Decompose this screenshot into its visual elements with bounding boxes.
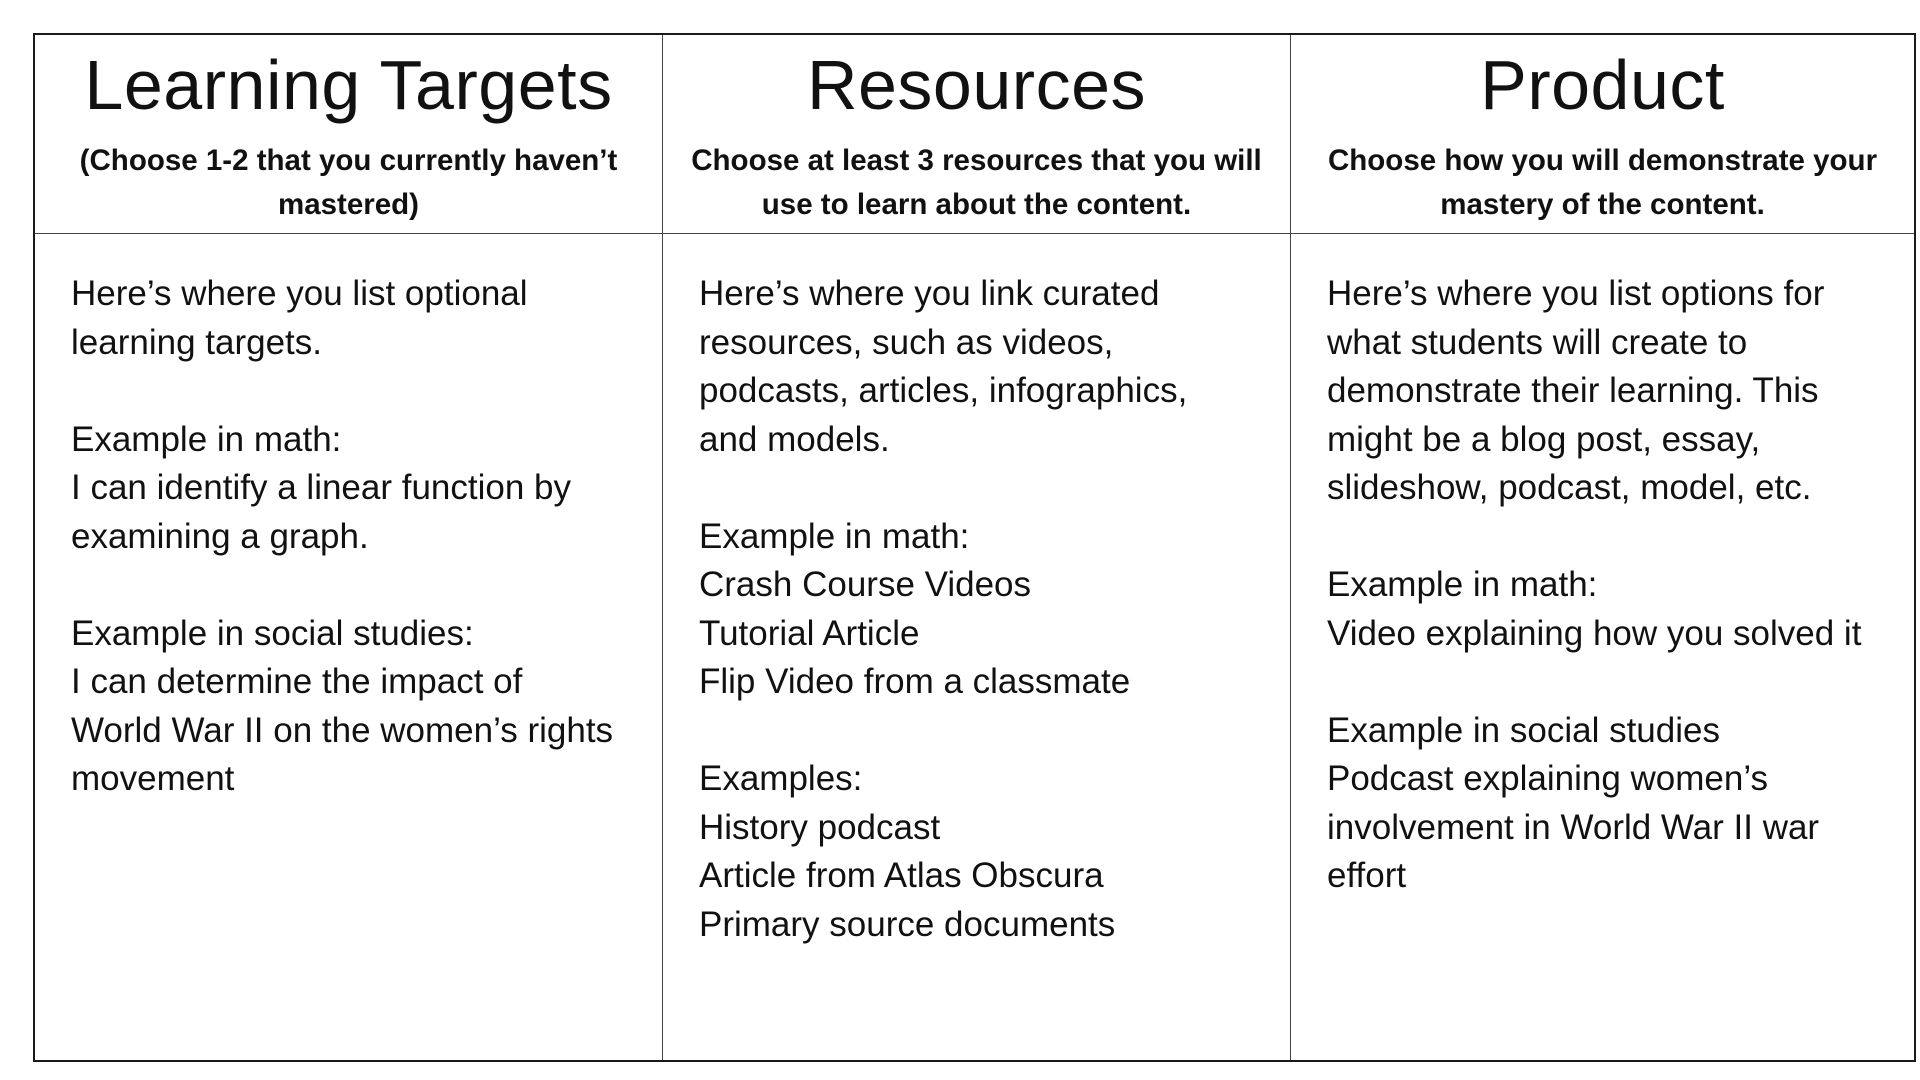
body-product (1291, 234, 1914, 1060)
text-block (699, 270, 1260, 464)
text-line: examining a graph. (71, 516, 369, 556)
column-subtitle: Choose at least 3 resources that you will use to learn about the content. (691, 144, 1262, 221)
text-block (71, 270, 632, 367)
text-line: Example in social studies (1327, 710, 1720, 750)
text-line: Flip Video from a classmate (699, 662, 1131, 701)
text-line: Here’s where you list optional (71, 274, 528, 313)
body-learning-targets (35, 234, 663, 1060)
header-product (1291, 35, 1914, 234)
column-subtitle: (Choose 1-2 that you currently haven’t mastered) (79, 144, 618, 221)
header-learning-targets (35, 35, 663, 234)
text-block (1327, 707, 1884, 901)
text-line: Primary source documents (699, 904, 1116, 944)
text-line: and models. (699, 419, 890, 459)
column-title: Product (1480, 46, 1725, 124)
text-line: what students will create to (1327, 322, 1748, 362)
text-block (71, 416, 632, 562)
body-resources (663, 234, 1291, 1060)
text-line: Here’s where you list options for (1327, 274, 1825, 313)
text-line: Examples: (699, 759, 863, 798)
text-line: movement (71, 759, 235, 798)
text-line: Video explaining how you solved it (1327, 613, 1862, 653)
text-line: demonstrate their learning. This (1327, 371, 1819, 410)
text-block (699, 513, 1260, 707)
text-line: Article from Atlas Obscura (699, 856, 1104, 895)
text-block (1327, 561, 1884, 658)
text-line: I can identify a linear function by (71, 468, 572, 507)
text-line: Example in social studies: (71, 613, 474, 653)
text-block (71, 610, 632, 804)
text-line: History podcast (699, 807, 941, 847)
text-line: World War II on the women’s rights (71, 710, 614, 750)
text-line: effort (1327, 856, 1407, 895)
choice-board-table (33, 33, 1916, 1062)
text-line: podcasts, articles, infographics, (699, 371, 1188, 410)
text-line: Here’s where you link curated (699, 274, 1160, 313)
text-line: resources, such as videos, (699, 322, 1114, 362)
text-block (699, 755, 1260, 949)
text-line: Tutorial Article (699, 613, 920, 653)
text-line: Example in math: (1327, 565, 1598, 604)
text-line: slideshow, podcast, model, etc. (1327, 468, 1812, 507)
text-line: might be a blog post, essay, (1327, 419, 1761, 459)
text-line: Example in math: (71, 419, 342, 459)
column-title: Resources (806, 46, 1147, 124)
text-line: I can determine the impact of (71, 662, 523, 701)
header-resources (663, 35, 1291, 234)
text-line: learning targets. (71, 322, 322, 362)
text-line: involvement in World War II war (1327, 807, 1820, 847)
text-line: Crash Course Videos (699, 565, 1032, 604)
text-line: Example in math: (699, 516, 970, 556)
text-block (1327, 270, 1884, 513)
text-line: Podcast explaining women’s (1327, 759, 1769, 798)
column-title: Learning Targets (84, 46, 613, 124)
column-subtitle: Choose how you will demonstrate your mastery of the content. (1327, 144, 1878, 221)
